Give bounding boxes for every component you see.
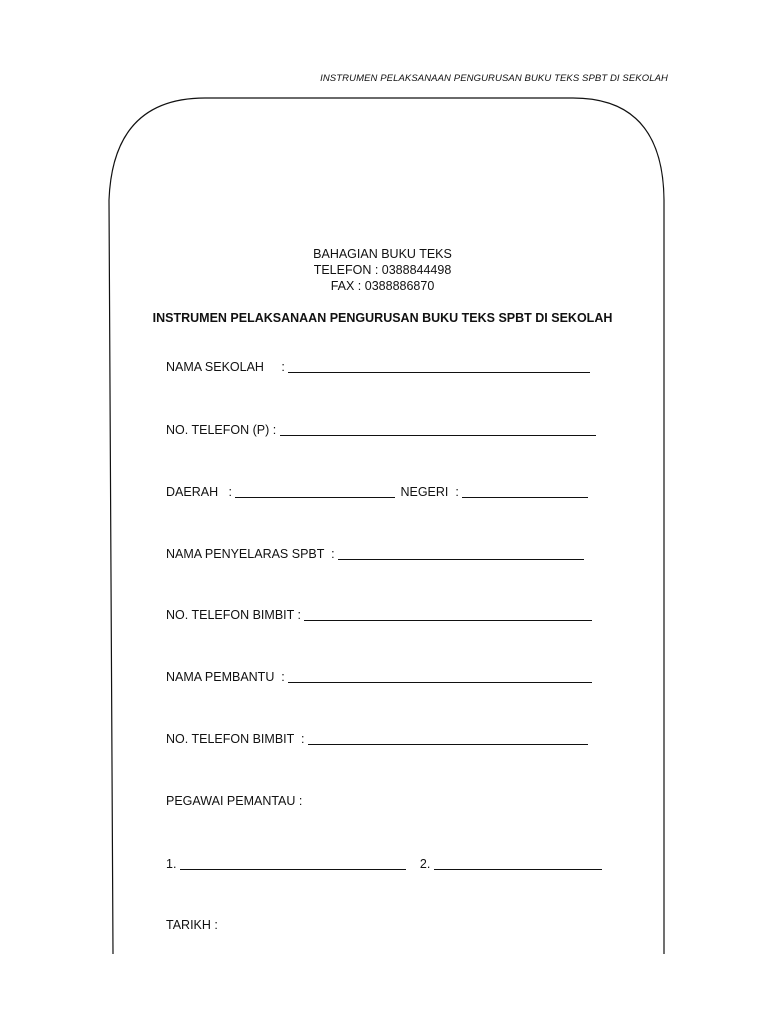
assistant-name-line[interactable] — [288, 670, 592, 683]
monitor-1-line[interactable] — [180, 857, 406, 870]
coordinator-name-field[interactable] — [166, 545, 584, 561]
form-title: INSTRUMEN PELAKSANAAN PENGURUSAN BUKU TEKS SPBT DI SEKOLAH — [152, 311, 613, 325]
school-phone-line[interactable] — [280, 423, 596, 436]
agency-fax: FAX : 0388886870 — [330, 279, 435, 293]
monitor-2-label: 2. — [419, 857, 434, 871]
assistant-mobile-line[interactable] — [308, 732, 588, 745]
agency-name: BAHAGIAN BUKU TEKS — [313, 247, 452, 261]
school-name-line[interactable] — [288, 360, 590, 373]
running-header: INSTRUMEN PELAKSANAAN PENGURUSAN BUKU TEKS SPBT DI SEKOLAH — [320, 73, 668, 84]
monitors-heading — [166, 792, 302, 808]
assistant-name-field[interactable] — [166, 668, 592, 684]
monitors-label: PEGAWAI PEMANTAU : — [166, 794, 303, 808]
coordinator-name-label: NAMA PENYELARAS SPBT : — [166, 547, 339, 561]
coordinator-mobile-field[interactable] — [166, 606, 592, 622]
assistant-mobile-field[interactable] — [166, 730, 588, 746]
date-field[interactable] — [166, 916, 218, 932]
district-label: DAERAH : — [166, 485, 236, 499]
monitor-1-label: 1. — [166, 857, 180, 871]
coordinator-name-line[interactable] — [338, 547, 584, 560]
assistant-name-label: NAMA PEMBANTU : — [166, 670, 289, 684]
state-line[interactable] — [462, 485, 588, 498]
monitor-2-line[interactable] — [434, 857, 602, 870]
agency-block — [230, 246, 535, 294]
district-line[interactable] — [235, 485, 395, 498]
school-name-label: NAMA SEKOLAH : — [166, 360, 289, 374]
coordinator-mobile-line[interactable] — [304, 608, 592, 621]
school-name-field[interactable] — [166, 358, 590, 374]
assistant-mobile-label: NO. TELEFON BIMBIT : — [166, 732, 308, 746]
state-label: NEGERI : — [400, 485, 463, 499]
coordinator-mobile-label: NO. TELEFON BIMBIT : — [166, 608, 305, 622]
date-label: TARIKH : — [166, 918, 218, 932]
school-phone-field[interactable] — [166, 421, 596, 437]
school-phone-label: NO. TELEFON (P) : — [166, 423, 280, 437]
monitor-signatures-field[interactable] — [166, 855, 602, 871]
district-state-field[interactable] — [166, 483, 588, 499]
agency-phone: TELEFON : 0388844498 — [313, 263, 452, 277]
